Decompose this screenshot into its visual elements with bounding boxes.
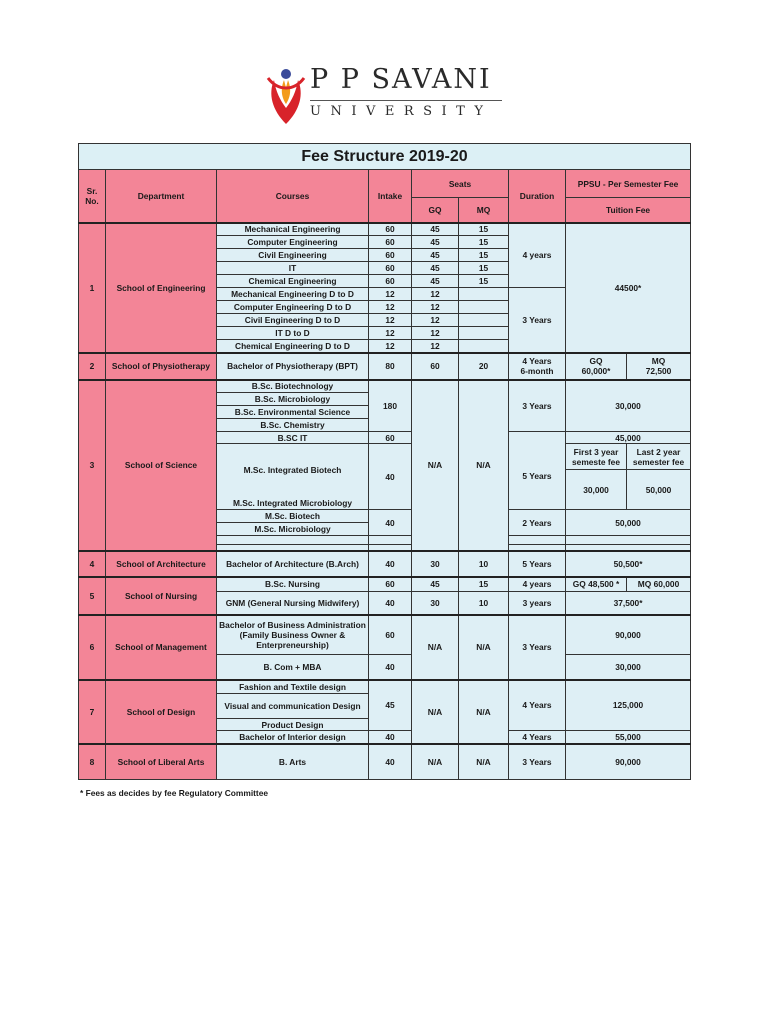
course-name: Computer Engineering D to D <box>217 301 369 314</box>
fee-structure-table <box>78 143 691 780</box>
blank-cell <box>509 536 566 545</box>
sr-number: 6 <box>79 615 106 680</box>
intake-value: 40 <box>369 592 412 615</box>
department-name: School of Architecture <box>106 551 217 577</box>
mq-value: 15 <box>459 262 509 275</box>
duration-value: 4 years <box>509 223 566 288</box>
fee-mq-value: 72,500 <box>645 366 672 376</box>
course-name: B.Sc. Environmental Science <box>217 406 369 419</box>
header-duration: Duration <box>509 170 566 223</box>
department-name: School of Science <box>106 380 217 551</box>
gq-value: 60 <box>412 353 459 380</box>
course-name: Chemical Engineering D to D <box>217 340 369 353</box>
mq-value: N/A <box>459 680 509 744</box>
mq-value: 15 <box>459 275 509 288</box>
sr-number: 7 <box>79 680 106 744</box>
gq-value: N/A <box>412 680 459 744</box>
course-name: Product Design <box>217 719 369 731</box>
fee-gq-value: 60,000* <box>581 366 611 376</box>
sr-number: 4 <box>79 551 106 577</box>
duration-value: 5 Years <box>509 551 566 577</box>
intake-value: 60 <box>369 615 412 655</box>
duration-value: 3 Years <box>509 744 566 780</box>
sr-number: 2 <box>79 353 106 380</box>
intake-value: 60 <box>369 236 412 249</box>
intake-value: 12 <box>369 327 412 340</box>
mq-value: 20 <box>459 353 509 380</box>
header-intake: Intake <box>369 170 412 223</box>
fee-gq <box>566 353 627 380</box>
mq-value: 15 <box>459 236 509 249</box>
gq-value: 30 <box>412 551 459 577</box>
mq-value: N/A <box>459 380 509 551</box>
mq-value <box>459 301 509 314</box>
duration-line-2: 6-month <box>520 366 554 376</box>
fee-value: 45,000 <box>566 432 691 444</box>
gq-value: 12 <box>412 340 459 353</box>
blank-cell <box>369 536 412 545</box>
department-name: School of Management <box>106 615 217 680</box>
course-name: M.Sc. Integrated Microbiology <box>217 497 369 510</box>
footnote: * Fees as decides by fee Regulatory Committee <box>80 788 269 798</box>
intake-value: 40 <box>369 551 412 577</box>
duration-value: 4 Years <box>509 731 566 744</box>
department-name: School of Physiotherapy <box>106 353 217 380</box>
gq-value: 45 <box>412 223 459 236</box>
mq-value: 10 <box>459 551 509 577</box>
mq-value: 15 <box>459 223 509 236</box>
duration-value: 2 Years <box>509 510 566 536</box>
gq-value: N/A <box>412 615 459 680</box>
fee-mq-value: MQ 60,000 <box>627 577 691 592</box>
gq-value: 12 <box>412 314 459 327</box>
course-name: B. Arts <box>217 744 369 780</box>
fee-value: 30,000 <box>566 655 691 680</box>
course-name: Bachelor of Interior design <box>217 731 369 744</box>
mq-value <box>459 327 509 340</box>
gq-value: 45 <box>412 262 459 275</box>
intake-value: 180 <box>369 380 412 432</box>
header-seats: Seats <box>412 170 509 198</box>
course-name: IT D to D <box>217 327 369 340</box>
header-courses: Courses <box>217 170 369 223</box>
course-name: Bachelor of Architecture (B.Arch) <box>217 551 369 577</box>
fee-value: 125,000 <box>566 680 691 731</box>
mq-value: 15 <box>459 249 509 262</box>
blank-cell <box>217 536 369 545</box>
fee-mq-label: MQ <box>651 356 666 366</box>
logo-divider <box>310 100 502 101</box>
mq-value: N/A <box>459 744 509 780</box>
gq-value: 45 <box>412 249 459 262</box>
duration-blank <box>509 432 566 444</box>
fee-value: 55,000 <box>566 731 691 744</box>
intake-value: 80 <box>369 353 412 380</box>
sr-number: 3 <box>79 380 106 551</box>
intake-value: 45 <box>369 680 412 731</box>
course-name: IT <box>217 262 369 275</box>
intake-value: 60 <box>369 223 412 236</box>
header-fee: PPSU - Per Semester Fee <box>566 170 691 198</box>
fee-value: 90,000 <box>566 744 691 780</box>
fee-value: 44500* <box>566 223 691 353</box>
course-name: Chemical Engineering <box>217 275 369 288</box>
intake-value: 12 <box>369 301 412 314</box>
course-name: M.Sc. Integrated Biotech <box>217 444 369 497</box>
sr-number: 8 <box>79 744 106 780</box>
department-name: School of Engineering <box>106 223 217 353</box>
course-name: M.Sc. Biotech <box>217 510 369 523</box>
table-title: Fee Structure 2019-20 <box>79 144 691 170</box>
duration-value: 3 Years <box>509 380 566 432</box>
duration-value: 3 Years <box>509 615 566 680</box>
fee-gq-label: GQ <box>589 356 603 366</box>
fee-value: 30,000 <box>566 380 691 432</box>
gq-value: 45 <box>412 275 459 288</box>
gq-value: 45 <box>412 577 459 592</box>
course-name: Civil Engineering D to D <box>217 314 369 327</box>
duration-value: 3 Years <box>509 288 566 353</box>
course-name: Fashion and Textile design <box>217 680 369 694</box>
university-subtitle: UNIVERSITY <box>310 104 493 119</box>
fee-first-label: First 3 year semeste fee <box>566 444 627 470</box>
intake-value: 40 <box>369 731 412 744</box>
fee-last-label: Last 2 year semester fee <box>627 444 691 470</box>
gq-value: 12 <box>412 327 459 340</box>
course-name: Bachelor of Business Administration (Family Business Owner & Enterpreneurship) <box>217 615 369 655</box>
sr-number: 1 <box>79 223 106 353</box>
course-name: Mechanical Engineering <box>217 223 369 236</box>
gq-value: 45 <box>412 236 459 249</box>
gq-value: N/A <box>412 380 459 551</box>
course-name: B.Sc. Biotechnology <box>217 380 369 393</box>
course-name: GNM (General Nursing Midwifery) <box>217 592 369 615</box>
fee-last-value: 50,000 <box>627 470 691 510</box>
intake-value: 12 <box>369 340 412 353</box>
intake-value: 12 <box>369 288 412 301</box>
university-logo <box>262 62 522 128</box>
duration-value: 5 Years <box>509 444 566 510</box>
course-name: B.Sc. Chemistry <box>217 419 369 432</box>
header-gq: GQ <box>412 198 459 223</box>
mq-value <box>459 314 509 327</box>
duration-value: 4 years <box>509 577 566 592</box>
fee-value: 50,500* <box>566 551 691 577</box>
blank-cell <box>566 536 691 545</box>
intake-value: 60 <box>369 577 412 592</box>
gq-value: 30 <box>412 592 459 615</box>
course-name: Visual and communication Design <box>217 694 369 719</box>
header-mq: MQ <box>459 198 509 223</box>
intake-value: 60 <box>369 249 412 262</box>
course-name: B. Com + MBA <box>217 655 369 680</box>
duration-value: 4 Years <box>509 680 566 731</box>
header-sr-no: Sr. No. <box>79 170 106 223</box>
mq-value <box>459 340 509 353</box>
course-name: B.Sc. Microbiology <box>217 393 369 406</box>
course-name: Bachelor of Physiotherapy (BPT) <box>217 353 369 380</box>
intake-value: 60 <box>369 432 412 444</box>
gq-value: 12 <box>412 288 459 301</box>
flame-emblem-icon <box>264 64 308 126</box>
mq-value <box>459 288 509 301</box>
fee-mq <box>627 353 691 380</box>
department-name: School of Liberal Arts <box>106 744 217 780</box>
university-name: P P SAVANI <box>310 64 492 95</box>
intake-value: 60 <box>369 275 412 288</box>
duration-value <box>509 353 566 380</box>
mq-value: 15 <box>459 577 509 592</box>
mq-value: N/A <box>459 615 509 680</box>
mq-value: 10 <box>459 592 509 615</box>
gq-value: N/A <box>412 744 459 780</box>
header-department: Department <box>106 170 217 223</box>
duration-line-1: 4 Years <box>522 356 552 366</box>
intake-value: 40 <box>369 444 412 510</box>
course-name: Mechanical Engineering D to D <box>217 288 369 301</box>
sr-number: 5 <box>79 577 106 615</box>
fee-value: 37,500* <box>566 592 691 615</box>
course-name: Civil Engineering <box>217 249 369 262</box>
fee-value: 90,000 <box>566 615 691 655</box>
department-name: School of Nursing <box>106 577 217 615</box>
department-name: School of Design <box>106 680 217 744</box>
intake-value: 60 <box>369 262 412 275</box>
fee-gq-value: GQ 48,500 * <box>566 577 627 592</box>
gq-value: 12 <box>412 301 459 314</box>
course-name: B.Sc. Nursing <box>217 577 369 592</box>
course-name: B.SC IT <box>217 432 369 444</box>
fee-first-value: 30,000 <box>566 470 627 510</box>
intake-value: 40 <box>369 744 412 780</box>
course-name: M.Sc. Microbiology <box>217 523 369 536</box>
duration-value: 3 years <box>509 592 566 615</box>
fee-value: 50,000 <box>566 510 691 536</box>
course-name: Computer Engineering <box>217 236 369 249</box>
intake-value: 40 <box>369 655 412 680</box>
intake-value: 12 <box>369 314 412 327</box>
header-tuition-fee: Tuition Fee <box>566 198 691 223</box>
intake-value: 40 <box>369 510 412 536</box>
